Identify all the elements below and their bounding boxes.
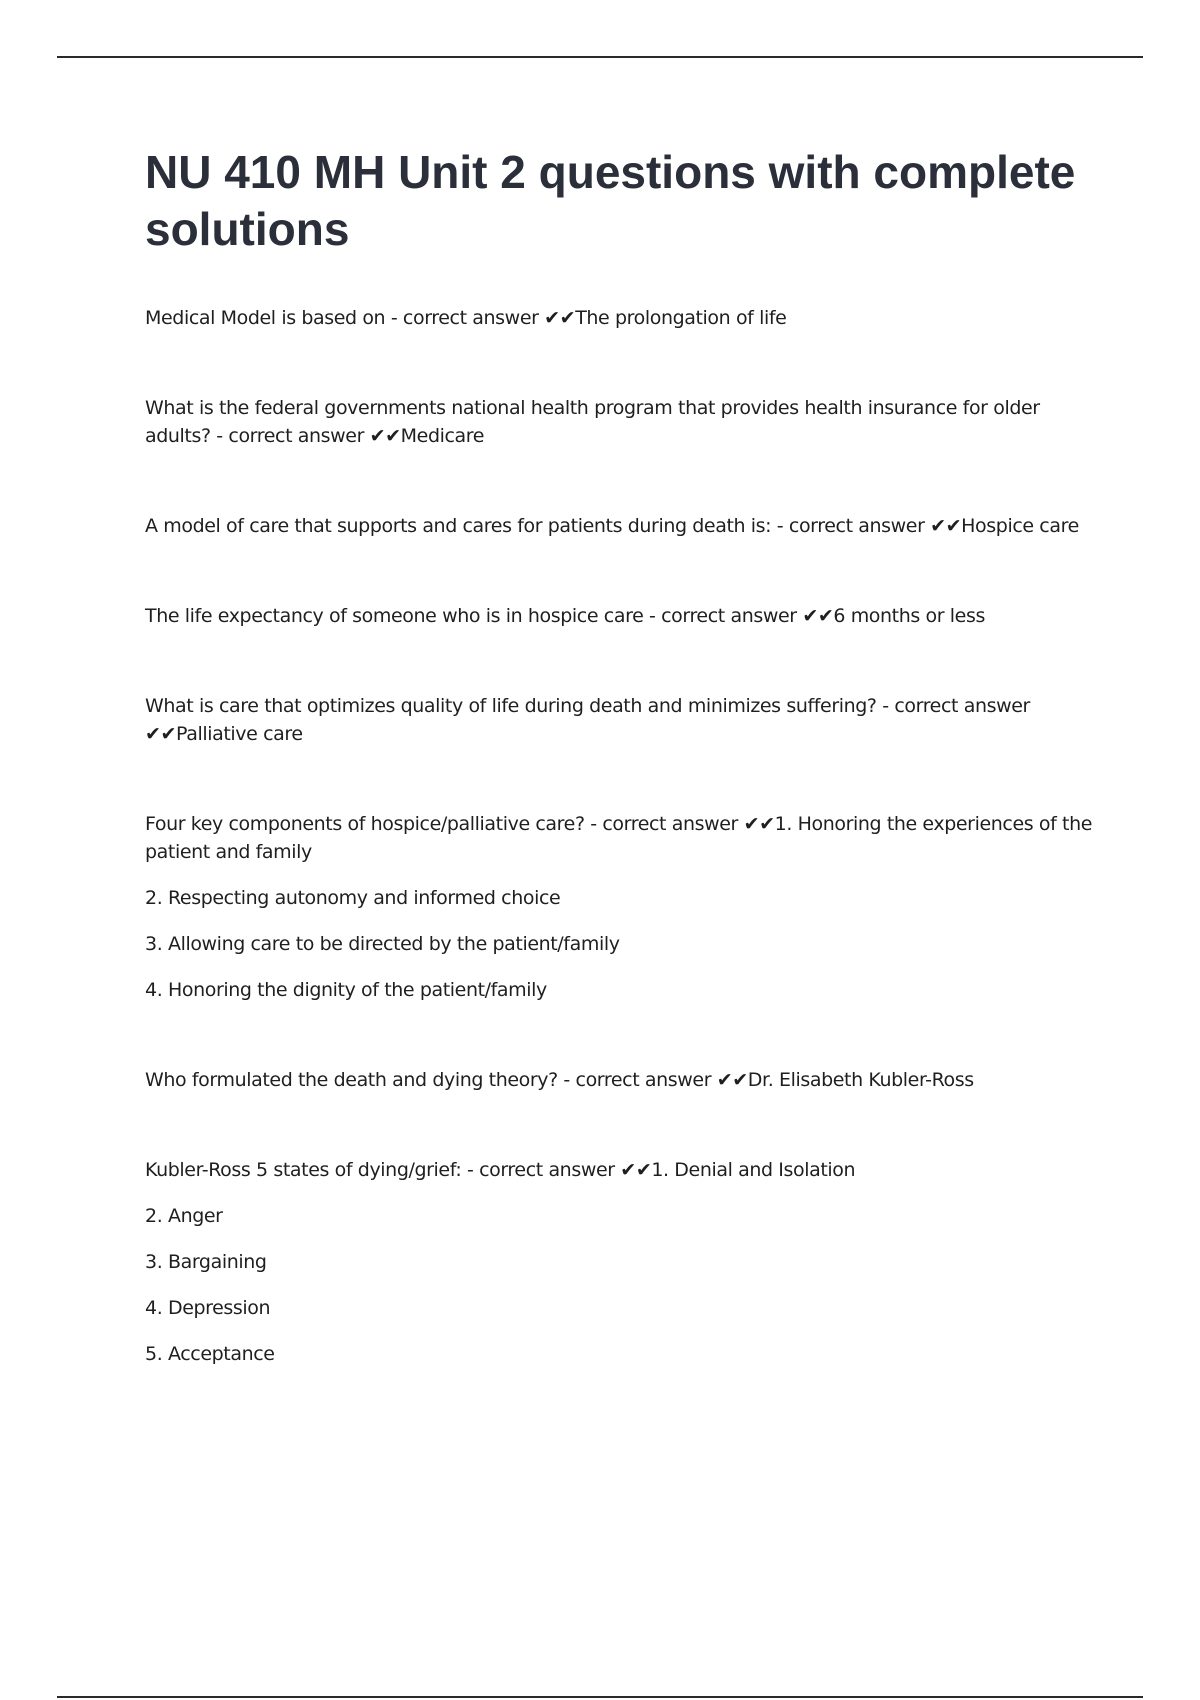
qa-item-1 [145, 304, 1095, 332]
qa-line: 4. Depression [145, 1297, 271, 1319]
qa-item-7 [145, 1066, 1095, 1094]
qa-item-2 [145, 394, 1095, 450]
qa-list [145, 304, 1095, 1368]
qa-line: 3. Allowing care to be directed by the patient/family [145, 933, 620, 955]
qa-line: 2. Anger [145, 1205, 223, 1227]
qa-item-6 [145, 810, 1095, 1004]
document-title: NU 410 MH Unit 2 questions with complete solutions [145, 146, 1076, 255]
qa-item-8 [145, 1156, 1095, 1368]
document-body [145, 144, 1095, 1430]
qa-line: 2. Respecting autonomy and informed choice [145, 887, 561, 909]
bottom-rule [57, 1696, 1143, 1698]
qa-item-3 [145, 512, 1095, 540]
qa-line: Medical Model is based on - correct answer ✔✔The prolongation of life [145, 307, 787, 329]
qa-line: What is the federal governments national health program that provides health insurance for older adults? - correct answer ✔✔Medicare [145, 397, 1040, 447]
qa-item-5 [145, 692, 1095, 748]
qa-line: What is care that optimizes quality of life during death and minimizes suffering? - correct answer ✔✔Palliative care [145, 695, 1030, 745]
top-rule [57, 56, 1143, 58]
qa-item-4 [145, 602, 1095, 630]
qa-line: A model of care that supports and cares for patients during death is: - correct answer ✔✔Hospice care [145, 515, 1079, 537]
qa-line: Who formulated the death and dying theory? - correct answer ✔✔Dr. Elisabeth Kubler-Ross [145, 1069, 974, 1091]
qa-line: Four key components of hospice/palliative care? - correct answer ✔✔1. Honoring the experiences of the patient and family [145, 813, 1093, 863]
qa-line: 4. Honoring the dignity of the patient/family [145, 979, 547, 1001]
qa-line: The life expectancy of someone who is in hospice care - correct answer ✔✔6 months or less [145, 605, 985, 627]
qa-line: 3. Bargaining [145, 1251, 267, 1273]
qa-line: 5. Acceptance [145, 1343, 275, 1365]
qa-line: Kubler-Ross 5 states of dying/grief: - correct answer ✔✔1. Denial and Isolation [145, 1159, 856, 1181]
